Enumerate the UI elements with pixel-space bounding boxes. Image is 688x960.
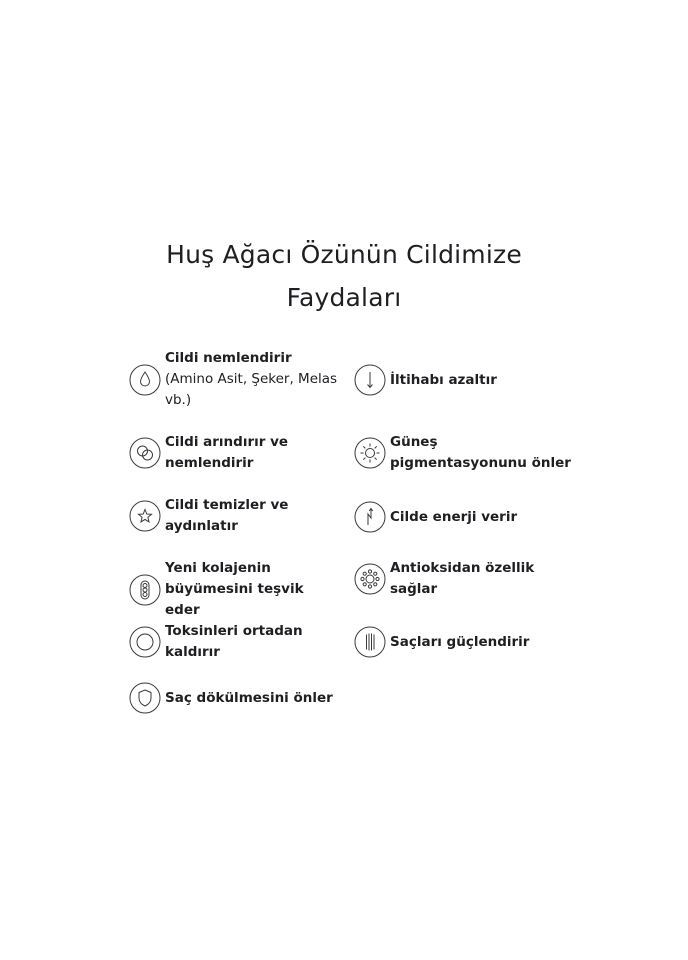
benefit-item-hair-loss — [129, 682, 340, 714]
benefit-item-purify — [129, 432, 340, 474]
hair-strands-icon — [354, 626, 386, 658]
benefit-item-energy — [354, 501, 590, 533]
benefit-title: büyümesini teşvik eder — [165, 581, 304, 618]
benefit-item-collagen — [129, 558, 340, 621]
benefit-title: İltihabı azaltır — [390, 371, 497, 388]
benefit-title: Cildi temizler ve — [165, 497, 289, 513]
benefit-title: Cildi arındırır ve — [165, 434, 289, 450]
star-icon — [129, 500, 161, 532]
sun-icon — [354, 437, 386, 469]
antioxidant-icon — [354, 563, 386, 595]
benefit-title: nemlendirir — [165, 455, 254, 471]
drop-icon — [129, 364, 161, 396]
lightning-icon — [354, 501, 386, 533]
benefit-title: Antioksidan özellik — [390, 560, 535, 576]
benefit-title: Saç dökülmesini önler — [165, 689, 333, 706]
benefit-item-antioxidant — [354, 558, 590, 600]
benefit-title: sağlar — [390, 581, 438, 597]
ring-icon — [129, 626, 161, 658]
benefit-title: Güneş — [390, 434, 438, 450]
benefit-title: kaldırır — [165, 644, 220, 660]
title-line-2: Faydaları — [286, 283, 402, 312]
overlapping-circles-icon — [129, 437, 161, 469]
shield-icon — [129, 682, 161, 714]
title-line-1: Huş Ağacı Özünün Cildimize — [166, 240, 522, 269]
benefit-subtitle: vb.) — [165, 392, 192, 408]
benefit-title: aydınlatır — [165, 518, 238, 534]
down-arrow-icon — [354, 364, 386, 396]
benefit-title: Toksinleri ortadan — [165, 623, 303, 639]
benefit-title: Cilde enerji verir — [390, 508, 518, 525]
benefit-subtitle: (Amino Asit, Şeker, Melas — [165, 371, 338, 387]
benefit-item-toxins — [129, 621, 340, 663]
benefit-item-sun — [354, 432, 590, 474]
benefit-title: pigmentasyonunu önler — [390, 455, 571, 471]
benefit-item-inflammation — [354, 364, 590, 396]
cell-dots-icon — [129, 574, 161, 606]
benefit-title: Saçları güçlendirir — [390, 633, 530, 650]
page-title — [0, 233, 688, 319]
benefit-item-hair-strength — [354, 626, 590, 658]
benefit-item-cleanse — [129, 495, 340, 537]
benefit-title: Yeni kolajenin — [165, 560, 271, 576]
benefit-item-moisturize — [129, 348, 340, 411]
benefit-title: Cildi nemlendirir — [165, 350, 292, 366]
